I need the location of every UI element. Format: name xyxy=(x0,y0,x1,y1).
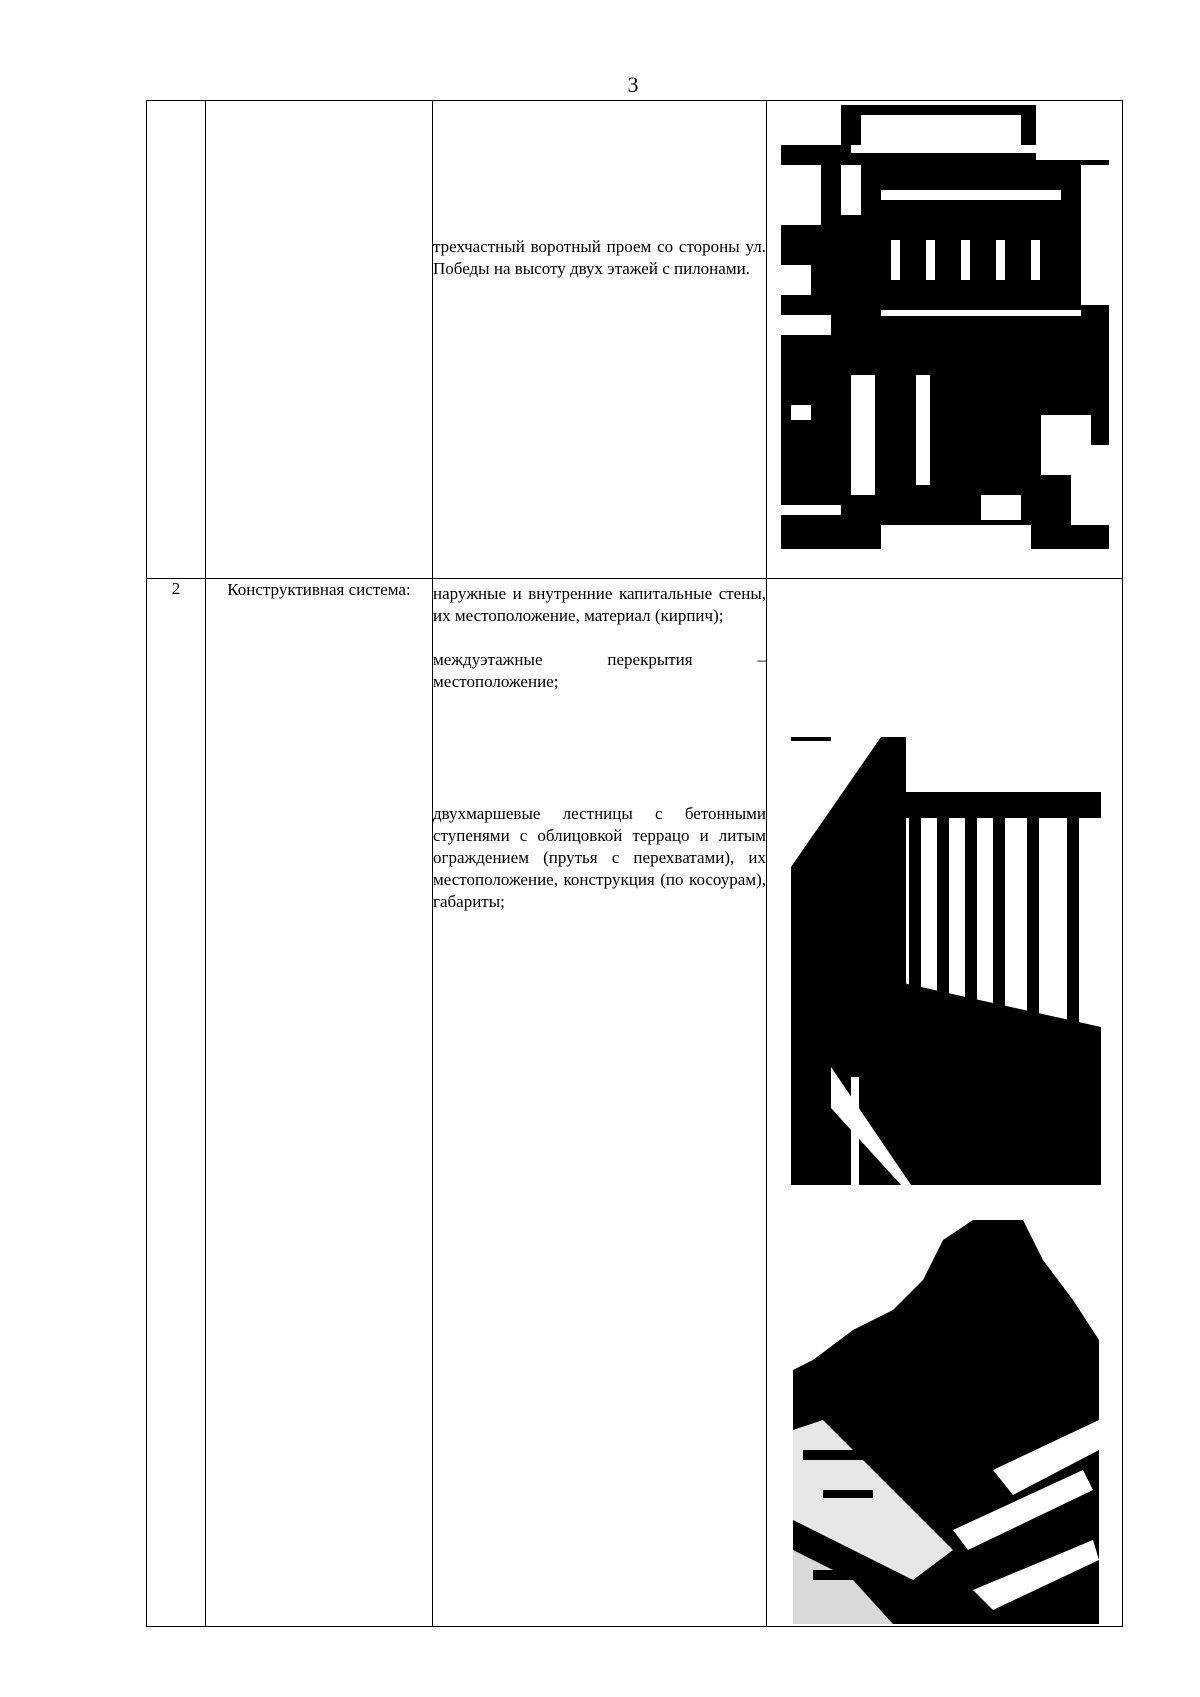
gate-description: трехчастный воротный проем со стороны ул. Победы на высоту двух этажей с пилонами. xyxy=(433,237,766,278)
row-name-cell: Конструктивная система: xyxy=(206,579,433,1627)
floors-description: междуэтажные перекрытия – местоположение; xyxy=(433,650,766,691)
row-description-cell xyxy=(433,101,767,579)
staircase-steps-photo xyxy=(793,1220,1099,1624)
table-row xyxy=(147,579,1123,1627)
stairs-description: двухмаршевые лестницы с бетонными ступенями с облицовкой террацо и литым ограждением (прутья с перехватами), их местоположение, конструкция (по косоурам), габариты; xyxy=(433,804,766,911)
row-number-cell: 2 xyxy=(147,579,206,1627)
row-name-cell xyxy=(206,101,433,579)
row-number-cell xyxy=(147,101,206,579)
staircase-railing-photo xyxy=(791,737,1101,1185)
row-description-cell xyxy=(433,579,767,1627)
walls-description: наружные и внутренние капитальные стены, их местоположение, материал (кирпич); xyxy=(433,584,766,625)
table-row xyxy=(147,101,1123,579)
monument-description-table xyxy=(146,100,1123,1627)
photo-cell xyxy=(767,579,1123,1627)
facade-gate-photo xyxy=(781,105,1109,549)
page-number: 3 xyxy=(627,72,639,97)
photo-cell xyxy=(767,101,1123,579)
